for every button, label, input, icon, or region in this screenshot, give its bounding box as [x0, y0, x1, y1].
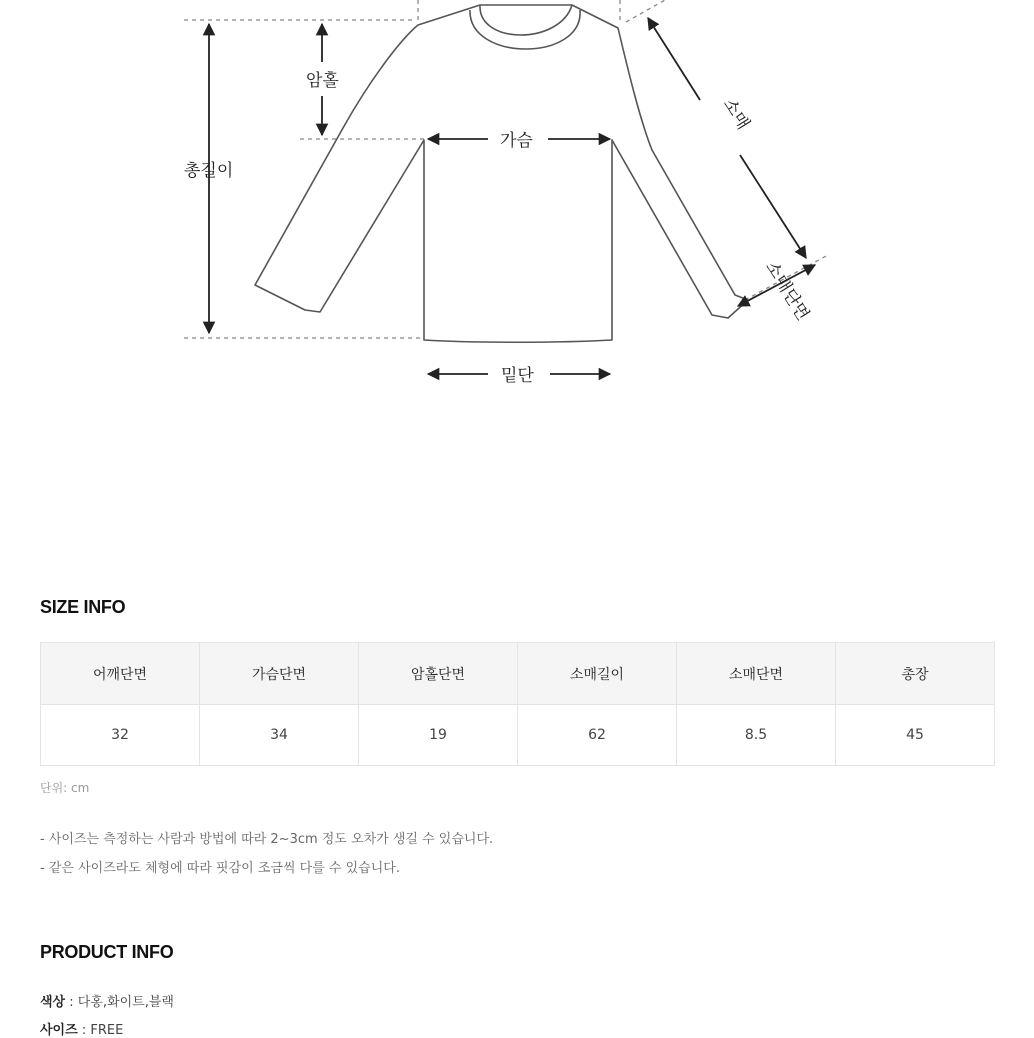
product-color-row: [40, 991, 174, 1010]
measurement-arrows: [209, 18, 815, 374]
color-value: : 다홍,화이트,블랙: [69, 995, 174, 1010]
garment-measurement-diagram: [0, 0, 1034, 420]
label-sleeve: 소매: [718, 94, 754, 134]
value-sleeve-length: 62: [518, 705, 677, 766]
size-info-title: SIZE INFO: [40, 597, 126, 617]
label-sleeve-width: 소매단면: [761, 257, 813, 325]
header-total-length: 총장: [836, 643, 995, 705]
header-sleeve-width: 소매단면: [677, 643, 836, 705]
size-key: 사이즈: [40, 1023, 78, 1038]
label-hem: 밑단: [501, 366, 534, 386]
label-total-length: 총길이: [184, 161, 234, 181]
size-note-1: - 사이즈는 측정하는 사람과 방법에 따라 2~3cm 정도 오차가 생길 수 있습니다.: [40, 832, 494, 847]
value-total-length: 45: [836, 705, 995, 766]
value-armhole: 19: [359, 705, 518, 766]
size-value: : FREE: [81, 1023, 124, 1038]
sleeve-arrow-bottom: [740, 155, 806, 258]
value-chest: 34: [200, 705, 359, 766]
color-key: 색상: [40, 995, 66, 1010]
size-table: [40, 642, 995, 766]
header-chest: 가슴단면: [200, 643, 359, 705]
header-armhole: 암홀단면: [359, 643, 518, 705]
value-shoulder: 32: [41, 705, 200, 766]
label-armhole: 암홀: [306, 71, 339, 91]
header-sleeve-length: 소매길이: [518, 643, 677, 705]
label-chest: 가슴: [500, 131, 533, 151]
product-info-title: PRODUCT INFO: [40, 942, 174, 962]
value-sleeve-width: 8.5: [677, 705, 836, 766]
sleeve-arrow-top: [648, 18, 700, 100]
size-table-header-row: [41, 643, 995, 705]
size-note-2: - 같은 사이즈라도 체형에 따라 핏감이 조금씩 다를 수 있습니다.: [40, 861, 400, 876]
tshirt-outline: [255, 5, 748, 342]
product-size-row: [40, 1019, 123, 1038]
header-shoulder: 어깨단면: [41, 643, 200, 705]
unit-note: 단위: cm: [40, 781, 90, 795]
size-table-row: [41, 705, 995, 766]
